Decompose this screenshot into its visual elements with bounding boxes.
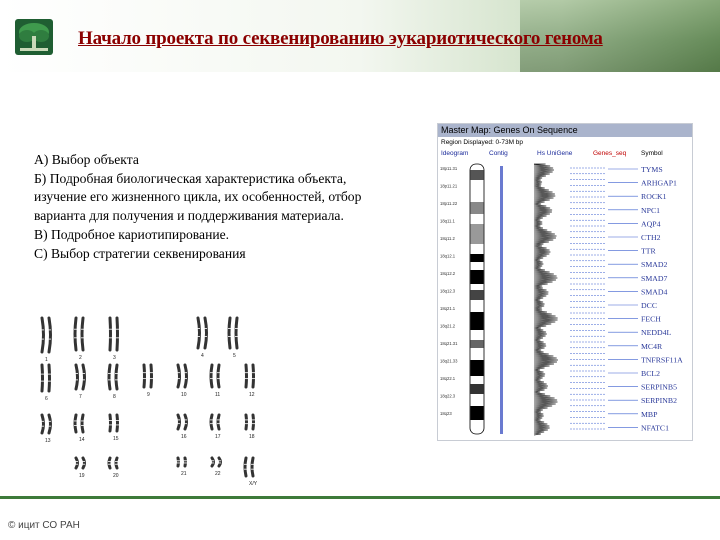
band-label: 18p11.21	[440, 183, 458, 189]
chromosome-label: 7	[79, 394, 82, 400]
gene-symbol[interactable]: NFATC1	[641, 423, 670, 433]
unigene-density-histogram	[534, 164, 558, 435]
gene-symbol[interactable]: SERPINB5	[641, 382, 677, 392]
gene-symbol[interactable]: NEDD4L	[641, 328, 672, 338]
gene-symbol[interactable]: TNFRSF11A	[641, 355, 683, 365]
footer-copyright: © ицит СО РАН	[8, 520, 80, 531]
chromosome-pair	[244, 458, 255, 476]
text-line: В) Подробное кариотипирование.	[34, 226, 230, 242]
band-label: 18q22.3	[440, 393, 456, 399]
chromosome-ideogram	[470, 164, 484, 434]
genome-map-screenshot	[437, 123, 693, 441]
gene-symbol[interactable]: SMAD4	[641, 287, 668, 297]
text-line: Б) Подробная биологическая характеристика объекта,	[34, 170, 347, 186]
chromosome-label: 8	[113, 394, 116, 400]
gene-symbol[interactable]: SMAD7	[641, 273, 668, 283]
chromosome-label: 11	[215, 392, 221, 398]
text-line: изучение его жизненного цикла, их особенностей, отбор	[34, 189, 362, 205]
chromosome-pair	[108, 365, 119, 389]
slide-header	[0, 0, 720, 72]
chromosome-label: 13	[45, 438, 51, 444]
chromosome-pair	[196, 318, 207, 348]
gene-symbol[interactable]: ARHGAP1	[641, 178, 677, 188]
chromosome-pair	[74, 415, 85, 432]
chromosome-label: 22	[215, 471, 221, 477]
chromosome-pair	[40, 415, 51, 433]
band-label: 18q12.1	[440, 253, 456, 259]
chromosome-pair	[210, 415, 221, 429]
chromosome-pair	[108, 458, 119, 468]
column-unigene: Hs UniGene	[537, 150, 573, 157]
band-label: 18q23	[440, 411, 452, 416]
band-label: 18q22.1	[440, 376, 456, 381]
gene-symbol[interactable]: FECH	[641, 314, 661, 324]
gene-symbol[interactable]: DCC	[641, 301, 658, 310]
chromosome-pair	[228, 318, 239, 348]
chromosome-label: 4	[201, 353, 204, 359]
band-label: 18p11.22	[440, 201, 458, 206]
chromosome-label: 2	[79, 355, 82, 361]
chromosome-pair	[142, 365, 153, 387]
chromosome-pair	[74, 318, 85, 350]
chromosome-label: 12	[249, 392, 255, 398]
map-region: Region Displayed: 0-73M bp	[441, 139, 524, 146]
gene-symbol[interactable]: AQP4	[641, 219, 661, 229]
chromosome-label: 1	[45, 357, 48, 363]
column-ideogram: Ideogram	[441, 150, 469, 157]
band-label: 18q11.1	[440, 218, 455, 224]
gene-symbol[interactable]: MBP	[641, 409, 658, 419]
tree-logo-icon	[14, 18, 54, 56]
chromosome-label: 10	[181, 392, 187, 398]
band-label: 18p11.31	[440, 166, 458, 171]
text-line: А) Выбор объекта	[34, 152, 139, 167]
chromosome-label: 19	[79, 473, 85, 479]
chromosome-label: 9	[147, 392, 150, 398]
slide-title: Начало проекта по секвенированию эукариотического генома	[78, 28, 603, 49]
map-graphic	[438, 162, 692, 440]
gene-symbol[interactable]: ROCK1	[641, 192, 667, 202]
chromosome-pair	[176, 365, 187, 387]
chromosome-pair	[244, 415, 255, 429]
band-label: 18q11.2	[440, 236, 455, 241]
gene-symbol[interactable]: MC4R	[641, 341, 663, 351]
band-label: 18q21.33	[440, 358, 458, 364]
chromosome-pair	[244, 365, 255, 387]
column-contig: Contig	[489, 150, 508, 157]
chromosome-label: 16	[181, 434, 187, 440]
text-line: варианта для получения и поддерживания материала.	[34, 208, 344, 224]
gene-symbol[interactable]: CTH2	[641, 233, 661, 242]
chromosome-label: 6	[45, 396, 48, 402]
map-column-headers	[441, 150, 689, 160]
gene-symbol[interactable]: SMAD2	[641, 260, 668, 270]
chromosome-pair	[108, 415, 119, 431]
gene-symbol[interactable]: BCL2	[641, 369, 661, 378]
gene-symbol[interactable]: NPC1	[641, 205, 661, 215]
chromosome-label: 14	[79, 437, 85, 443]
band-label: 18q21.31	[440, 341, 458, 346]
gene-symbol[interactable]: SERPINB2	[641, 396, 677, 406]
chromosome-pair	[74, 365, 85, 389]
chromosome-pair	[40, 318, 51, 352]
column-symbol: Symbol	[641, 150, 663, 157]
karyotype-image	[30, 310, 270, 495]
chromosome-pair	[176, 458, 187, 466]
chromosome-pair	[108, 318, 119, 350]
gene-symbol[interactable]: TYMS	[641, 165, 663, 174]
footer-divider	[0, 496, 720, 499]
gene-connector-lines	[570, 168, 606, 429]
band-label: 18q21.1	[440, 306, 456, 311]
chromosome-pair	[176, 415, 187, 429]
chromosome-pair	[40, 365, 51, 391]
chromosome-label: 15	[113, 436, 119, 442]
chromosome-pair	[210, 458, 221, 466]
band-label: 18q12.2	[440, 271, 456, 276]
chromosome-label: X/Y	[249, 481, 258, 487]
column-genes-seq: Genes_seq	[593, 150, 627, 157]
chromosome-label: 20	[113, 473, 119, 479]
slide-body	[34, 151, 429, 263]
chromosome-pair	[74, 458, 85, 468]
chromosome-label: 3	[113, 355, 116, 361]
band-label: 18q21.2	[440, 323, 456, 329]
chromosome-label: 17	[215, 434, 221, 440]
chromosome-label: 5	[233, 353, 236, 359]
chromosome-label: 21	[181, 471, 187, 477]
map-title: Master Map: Genes On Sequence	[438, 124, 693, 137]
text-line: С) Выбор стратегии секвенирования	[34, 245, 246, 261]
band-label: 18q12.3	[440, 288, 456, 294]
chromosome-pair	[210, 365, 221, 387]
gene-symbol[interactable]: TTR	[641, 246, 656, 256]
chromosome-label: 18	[249, 434, 255, 440]
